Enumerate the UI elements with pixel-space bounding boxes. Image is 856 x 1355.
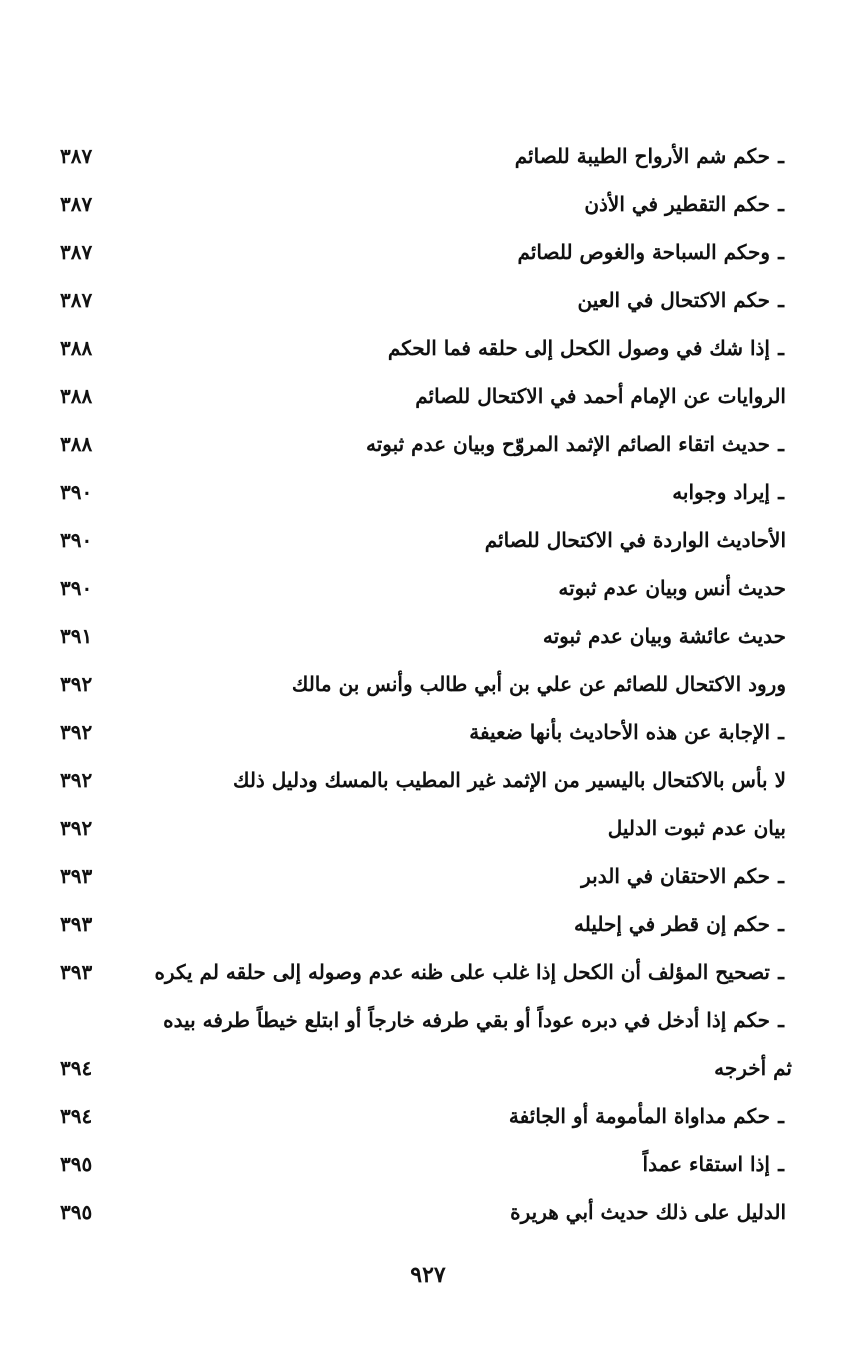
toc-entry-text-container: [140, 1092, 792, 1140]
toc-entry: [60, 660, 792, 708]
toc-entry-text-container: [140, 900, 792, 948]
page-number: ٩٢٧: [410, 1262, 446, 1288]
toc-entry-text-container: [140, 756, 792, 804]
toc-entry-title: حديث عائشة وبيان عدم ثبوته: [542, 624, 786, 648]
toc-entry: [60, 948, 792, 996]
toc-entry-title: حكم إذا أدخل في دبره عوداً أو بقي طرفه خارجاً أو ابتلع خيطاً طرفه بيده ثم أخرجه: [163, 1008, 792, 1080]
toc-entry-text-container: [140, 324, 792, 372]
toc-entry-title: تصحيح المؤلف أن الكحل إذا غلب على ظنه عدم وصوله إلى حلقه لم يكره: [154, 960, 770, 984]
toc-entry: [60, 324, 792, 372]
toc-entry: [60, 468, 792, 516]
toc-entry: [60, 900, 792, 948]
toc-entry-text-container: [140, 1140, 792, 1188]
toc-entry-page: ٣٨٧: [60, 144, 93, 168]
entry-dash: ـ: [778, 720, 784, 744]
toc-entry-text-container: [140, 564, 792, 612]
toc-entry-page: ٣٩٣: [60, 912, 93, 936]
toc-entry-title: لا بأس بالاكتحال باليسير من الإثمد غير المطيب بالمسك ودليل ذلك: [232, 768, 786, 792]
toc-entry-page: ٣٨٨: [60, 384, 93, 408]
toc-entry-title: بيان عدم ثبوت الدليل: [607, 816, 786, 840]
toc-entry-page: ٣٩٢: [60, 672, 93, 696]
toc-entry-text-container: [140, 276, 792, 324]
entry-dash: ـ: [778, 192, 784, 216]
toc-entry-page: ٣٩٥: [60, 1200, 93, 1224]
toc-entry-title: ورود الاكتحال للصائم عن علي بن أبي طالب وأنس بن مالك: [291, 672, 786, 696]
entry-dash: ـ: [778, 480, 784, 504]
entry-dash: ـ: [778, 960, 784, 984]
toc-entry-text-container: [140, 228, 792, 276]
entry-dash: ـ: [778, 1152, 784, 1176]
toc-entry: [60, 996, 792, 1092]
toc-entry-page: ٣٩٤: [60, 1056, 93, 1080]
entry-dash: ـ: [778, 864, 784, 888]
entry-dash: ـ: [778, 144, 784, 168]
toc-entry-page: ٣٩٠: [60, 480, 93, 504]
toc-entry: [60, 852, 792, 900]
toc-entry: [60, 1092, 792, 1140]
toc-entry-title: الدليل على ذلك حديث أبي هريرة: [510, 1200, 786, 1224]
toc-entry-text-container: [140, 612, 792, 660]
table-of-contents: [60, 132, 792, 1236]
toc-entry: [60, 708, 792, 756]
entry-dash: ـ: [778, 336, 784, 360]
toc-entry-title: حديث اتقاء الصائم الإثمد المروّح وبيان عدم ثبوته: [366, 432, 770, 456]
entry-dash: ـ: [778, 1104, 784, 1128]
entry-dash: ـ: [778, 432, 784, 456]
toc-entry-page: ٣٨٧: [60, 288, 93, 312]
toc-entry-page: ٣٩٤: [60, 1104, 93, 1128]
toc-entry-title: حكم الاحتقان في الدبر: [581, 864, 770, 888]
toc-entry-title: حكم التقطير في الأذن: [584, 192, 770, 216]
toc-entry-page: ٣٩٣: [60, 864, 93, 888]
toc-entry-title: حديث أنس وبيان عدم ثبوته: [558, 576, 786, 600]
toc-entry-text-container: [140, 132, 792, 180]
toc-entry: [60, 1188, 792, 1236]
toc-entry: [60, 420, 792, 468]
toc-entry-text-container: [140, 468, 792, 516]
toc-entry-page: ٣٩٠: [60, 528, 93, 552]
toc-entry-title: إذا شك في وصول الكحل إلى حلقه فما الحكم: [387, 336, 770, 360]
toc-entry-text-container: [140, 516, 792, 564]
toc-entry-text-container: [140, 372, 792, 420]
toc-entry-page: ٣٩٣: [60, 960, 93, 984]
toc-entry-title: الإجابة عن هذه الأحاديث بأنها ضعيفة: [469, 720, 770, 744]
toc-entry: [60, 228, 792, 276]
toc-entry: [60, 564, 792, 612]
toc-entry-text-container: [140, 948, 792, 996]
toc-entry-page: ٣٩٥: [60, 1152, 93, 1176]
toc-entry: [60, 132, 792, 180]
entry-dash: ـ: [778, 912, 784, 936]
toc-entry-page: ٣٨٧: [60, 192, 93, 216]
toc-entry-title: حكم الاكتحال في العين: [577, 288, 770, 312]
toc-entry: [60, 804, 792, 852]
toc-entry-title: حكم إن قطر في إحليله: [574, 912, 770, 936]
toc-entry-text-container: [140, 996, 792, 1092]
toc-entry-text-container: [140, 660, 792, 708]
toc-entry-title: حكم مداواة المأمومة أو الجائفة: [508, 1104, 770, 1128]
toc-entry: [60, 180, 792, 228]
toc-entry-text-container: [140, 180, 792, 228]
entry-dash: ـ: [778, 288, 784, 312]
toc-entry-page: ٣٩٢: [60, 720, 93, 744]
toc-entry-title: إيراد وجوابه: [672, 480, 770, 504]
entry-dash: ـ: [778, 240, 784, 264]
toc-entry: [60, 516, 792, 564]
toc-entry-text-container: [140, 804, 792, 852]
toc-entry-page: ٣٩٢: [60, 768, 93, 792]
entry-dash: ـ: [778, 1008, 784, 1032]
toc-entry-title: وحكم السباحة والغوص للصائم: [517, 240, 770, 264]
toc-entry-page: ٣٨٨: [60, 336, 93, 360]
toc-entry: [60, 756, 792, 804]
toc-entry-text-container: [140, 1188, 792, 1236]
toc-entry-title: إذا استقاء عمداً: [642, 1152, 770, 1176]
toc-entry-page: ٣٩١: [60, 624, 93, 648]
toc-entry-page: ٣٩٠: [60, 576, 93, 600]
toc-entry-text-container: [140, 420, 792, 468]
toc-entry: [60, 612, 792, 660]
toc-entry-page: ٣٨٨: [60, 432, 93, 456]
toc-entry-page: ٣٩٢: [60, 816, 93, 840]
toc-entry: [60, 372, 792, 420]
toc-entry-title: حكم شم الأرواح الطيبة للصائم: [514, 144, 770, 168]
toc-entry-title: الروايات عن الإمام أحمد في الاكتحال للصائم: [415, 384, 786, 408]
toc-entry: [60, 1140, 792, 1188]
toc-entry-text-container: [140, 852, 792, 900]
toc-entry-page: ٣٨٧: [60, 240, 93, 264]
toc-entry-title: الأحاديث الواردة في الاكتحال للصائم: [484, 528, 786, 552]
toc-entry: [60, 276, 792, 324]
toc-entry-text-container: [140, 708, 792, 756]
